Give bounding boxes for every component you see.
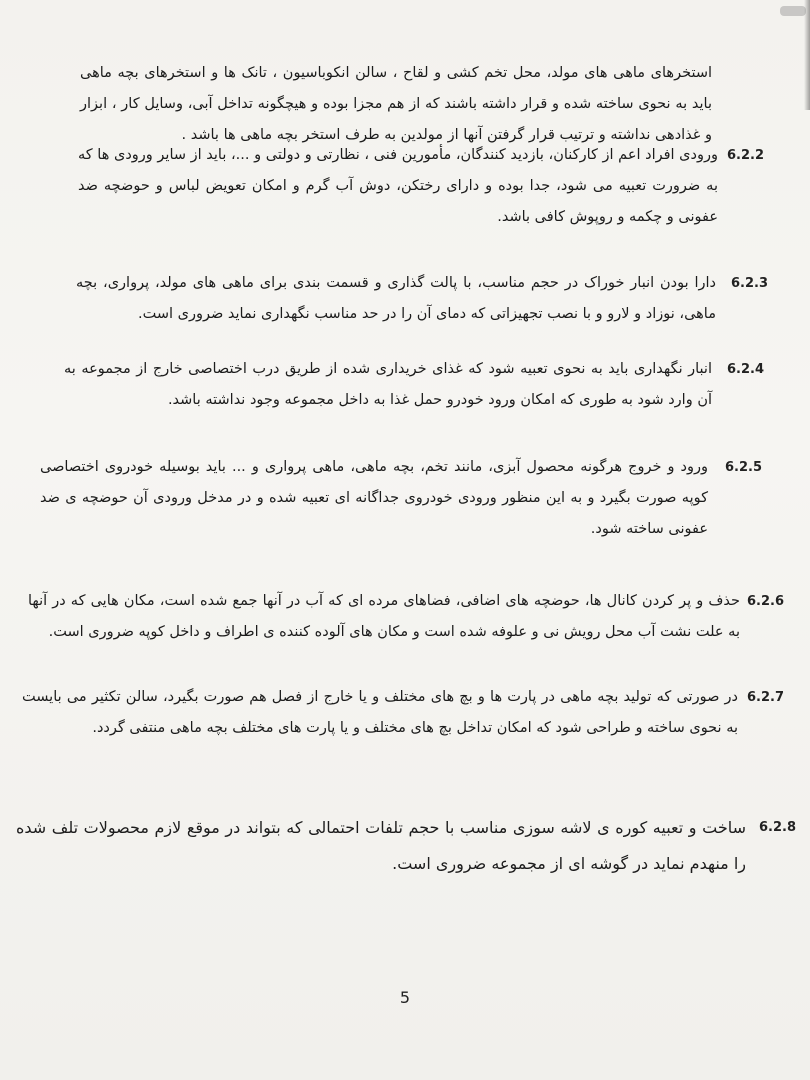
paragraph-intro (80, 58, 712, 151)
paragraph-6-2-5 (40, 452, 762, 545)
section-number: 6.2.3 (730, 276, 768, 291)
paragraph-text: حذف و پر کردن کانال ها، حوضچه های اضافی، فضاهای مرده ای که آب در آنها جمع شده است، مکان هایی که در آنها به علت نشت آب محل رویش نی و علوفه شده است و مکان های آلوده کننده ی اطراف و داخل کوپه ضروری است. (28, 593, 740, 640)
section-number: 6.2.8 (758, 820, 796, 835)
page-number: 5 (399, 988, 411, 1007)
section-number: 6.2.4 (726, 362, 764, 377)
paragraph-text: در صورتی که تولید بچه ماهی در پارت ها و بچ های مختلف و یا خارج از فصل هم صورت بگیرد، سالن تکثیر می بایست به نحوی ساخته و طراحی شود که امکان تداخل بچ های مختلف و یا پارت های مختلف بچه ماهی منتفی گردد. (22, 689, 738, 736)
paragraph-text: دارا بودن انبار خوراک در حجم مناسب، با پالت گذاری و قسمت بندی برای ماهی های مولد، پرواری، بچه ماهی، نوزاد و لارو و با نصب تجهیزاتی که دمای آن را در حد مناسب نگهداری نماید ضروری است. (76, 275, 716, 322)
paragraph-text: انبار نگهداری باید به نحوی تعبیه شود که غذای خریداری شده از طریق درب اختصاصی خارج از مجموعه به آن وارد شود به طوری که امکان ورود خودرو حمل غذا به داخل مجموعه وجود نداشته باشد. (64, 361, 712, 408)
section-number: 6.2.7 (746, 690, 784, 705)
paragraph-6-2-6 (28, 586, 784, 648)
paragraph-6-2-4 (64, 354, 764, 416)
corner-smudge (780, 6, 806, 16)
paragraph-text: ورودی افراد اعم از کارکنان، بازدید کنندگان، مأمورین فنی ، نظارتی و دولتی و ...، باید از سایر ورودی ها که به ضرورت تعبیه می شود، جدا بوده و دارای رختکن، دوش آب گرم و امکان تعویض لباس و حوضچه ضد عفونی و چکمه و روپوش کافی باشد. (78, 147, 718, 225)
paragraph-text: استخرهای ماهی های مولد، محل تخم کشی و لقاح ، سالن انکوباسیون ، تانک ها و استخرهای بچه ماهی باید به نحوی ساخته شده و قرار داشته باشند که از هم مجزا بوده و هیچگونه تداخل آبی، وسایل کار ، ابزار و غذادهی نداشته و ترتیب قرار گرفتن آنها از مولدین به طرف استخر بچه ماهی ها باشد . (80, 65, 712, 143)
section-number: 6.2.6 (746, 594, 784, 609)
paragraph-6-2-8 (16, 810, 796, 882)
paragraph-6-2-7 (22, 682, 784, 744)
paragraph-6-2-3 (76, 268, 768, 330)
paragraph-6-2-2 (78, 140, 764, 233)
page-edge-shadow (804, 0, 810, 110)
paragraph-text: ورود و خروج هرگونه محصول آبزی، مانند تخم، بچه ماهی، ماهی پرواری و ... باید بوسیله خودروی اختصاصی کوپه صورت بگیرد و به این منظور ورودی خودروی جداگانه ای تعبیه شده و در مدخل ورودی آن حوضچه ی ضد عفونی ساخته شود. (40, 459, 708, 537)
section-number: 6.2.2 (726, 148, 764, 163)
section-number: 6.2.5 (724, 460, 762, 475)
paragraph-text: ساخت و تعبیه کوره ی لاشه سوزی مناسب با حجم تلفات احتمالی که بتواند در موقع لازم محصولات تلف شده را منهدم نماید در گوشه ای از مجموعه ضروری است. (16, 818, 746, 873)
